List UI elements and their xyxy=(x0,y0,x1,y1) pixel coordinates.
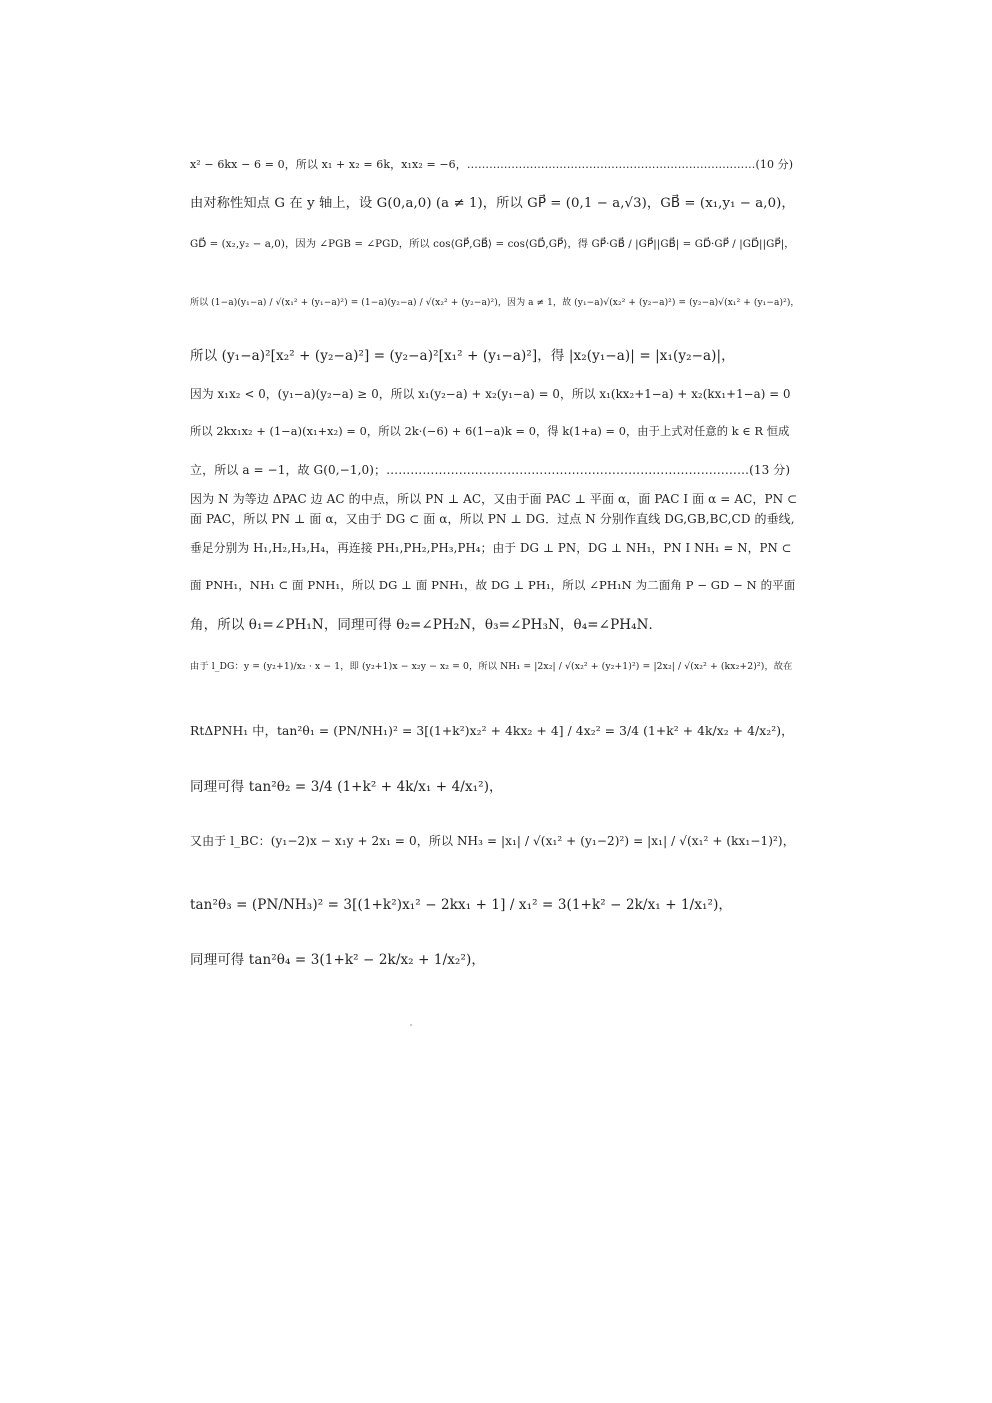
text-line-17: 又由于 l_BC：(y₁−2)x − x₁y + 2x₁ = 0，所以 NH₃ = |x₁| / √(x₁² + (y₁−2)²) = |x₁| / √(x₁² + (kx₁−1)²)， xyxy=(190,834,795,848)
text-line-10: 面 PAC，所以 PN ⊥ 面 α，又由于 DG ⊂ 面 α，所以 PN ⊥ DG．过点 N 分别作直线 DG,GB,BC,CD 的垂线, xyxy=(190,512,795,526)
text-line-1: x² − 6kx − 6 = 0，所以 x₁ + x₂ = 6k，x₁x₂ = −6，……………………………………………………………………(10 分) xyxy=(190,158,794,171)
text-line-3: GD⃗ = (x₂,y₂ − a,0)，因为 ∠PGB = ∠PGD，所以 cos⟨GP⃗,GB⃗⟩ = cos⟨GD⃗,GP⃗⟩，得 GP⃗·GB⃗ / |GP⃗||GB⃗| = GD⃗·GP⃗ / |GD⃗||GP⃗|， xyxy=(190,238,795,250)
text-line-11: 垂足分别为 H₁,H₂,H₃,H₄，再连接 PH₁,PH₂,PH₃,PH₄；由于 DG ⊥ PN，DG ⊥ NH₁，PN I NH₁ = N，PN ⊂ xyxy=(190,541,792,555)
scan-speck xyxy=(410,1024,412,1026)
text-line-8: 立，所以 a = −1，故 G(0,−1,0)；………………………………………………………………………………(13 分) xyxy=(190,463,791,477)
text-line-13: 角，所以 θ₁=∠PH₁N，同理可得 θ₂=∠PH₂N，θ₃=∠PH₃N，θ₄=∠PH₄N． xyxy=(190,617,663,633)
text-line-2: 由对称性知点 G 在 y 轴上，设 G(0,a,0) (a ≠ 1)，所以 GP⃗ = (0,1 − a,√3)，GB⃗ = (x₁,y₁ − a,0)， xyxy=(190,196,795,211)
text-line-4: 所以 (1−a)(y₁−a) / √(x₁² + (y₁−a)²) = (1−a)(y₂−a) / √(x₂² + (y₂−a)²)，因为 a ≠ 1，故 (y₁−a)√(x₂² + (y₂−a)²) = (y₂−a)√(x₁² + (y₁−a)²)， xyxy=(190,298,800,308)
text-line-5: 所以 (y₁−a)²[x₂² + (y₂−a)²] = (y₂−a)²[x₁² + (y₁−a)²]，得 |x₂(y₁−a)| = |x₁(y₂−a)|， xyxy=(190,348,735,364)
text-line-6: 因为 x₁x₂ < 0，(y₁−a)(y₂−a) ≥ 0，所以 x₁(y₂−a) + x₂(y₁−a) = 0，所以 x₁(kx₂+1−a) + x₂(kx₁+1−a) = 0 xyxy=(190,387,791,401)
text-line-15: RtΔPNH₁ 中，tan²θ₁ = (PN/NH₁)² = 3[(1+k²)x₂² + 4kx₂ + 4] / 4x₂² = 3/4 (1+k² + 4k/x₂ + 4/x₂²)， xyxy=(190,724,794,738)
text-line-14: 由于 l_DG：y = (y₂+1)/x₂ · x − 1，即 (y₂+1)x − x₂y − x₂ = 0，所以 NH₁ = |2x₂| / √(x₂² + (y₂+1)²) = |2x₂| / √(x₂² + (kx₂+2)²)，故在 xyxy=(190,661,793,672)
text-line-7: 所以 2kx₁x₂ + (1−a)(x₁+x₂) = 0，所以 2k·(−6) + 6(1−a)k = 0，得 k(1+a) = 0，由于上式对任意的 k ∈ R 恒成 xyxy=(190,425,790,438)
text-line-19: 同理可得 tan²θ₄ = 3(1+k² − 2k/x₂ + 1/x₂²)， xyxy=(190,952,485,968)
text-line-12: 面 PNH₁，NH₁ ⊂ 面 PNH₁，所以 DG ⊥ 面 PNH₁，故 DG ⊥ PH₁，所以 ∠PH₁N 为二面角 P − GD − N 的平面 xyxy=(190,578,796,592)
text-line-16: 同理可得 tan²θ₂ = 3/4 (1+k² + 4k/x₁ + 4/x₁²)， xyxy=(190,779,503,795)
text-line-9: 因为 N 为等边 ΔPAC 边 AC 的中点，所以 PN ⊥ AC，又由于面 PAC ⊥ 平面 α，面 PAC I 面 α = AC，PN ⊂ xyxy=(190,492,798,506)
text-line-18: tan²θ₃ = (PN/NH₃)² = 3[(1+k²)x₁² − 2kx₁ + 1] / x₁² = 3(1+k² − 2k/x₁ + 1/x₁²)， xyxy=(190,897,733,913)
